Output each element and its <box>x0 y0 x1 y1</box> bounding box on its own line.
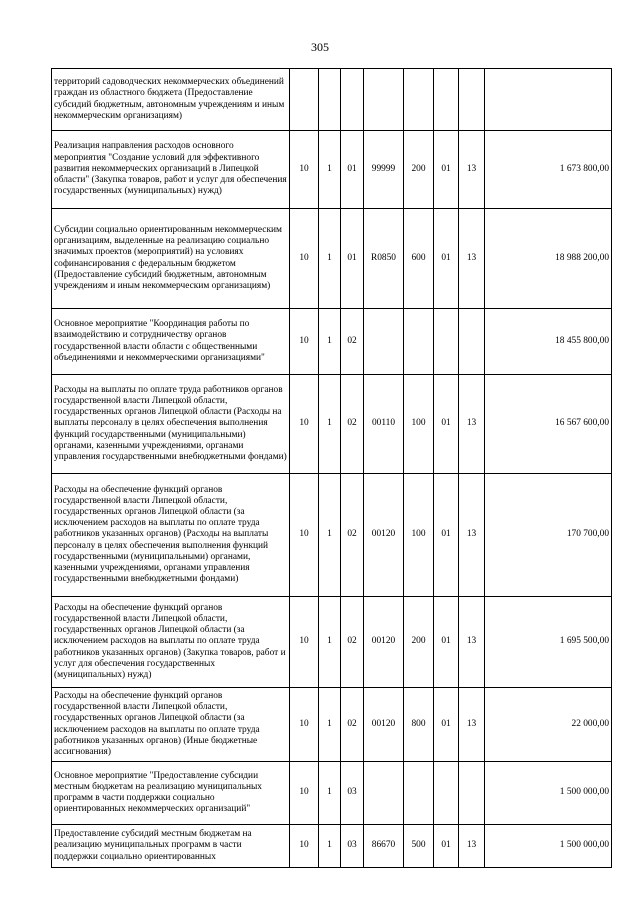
code-column-3: 01 <box>341 131 364 209</box>
code-column-5 <box>404 309 434 375</box>
code-column-3 <box>341 69 364 131</box>
row-description: Основное мероприятие "Координация работы по взаимодействию и сотрудничеству органов государственной власти области с общественными объединениями и некоммерческими организациями" <box>52 309 290 375</box>
code-column-7 <box>459 69 485 131</box>
code-column-4 <box>364 69 404 131</box>
code-column-5: 200 <box>404 131 434 209</box>
code-column-7: 13 <box>459 375 485 474</box>
code-column-1: 10 <box>290 375 319 474</box>
code-column-4: 00110 <box>364 375 404 474</box>
code-column-3: 03 <box>341 762 364 825</box>
code-column-1: 10 <box>290 309 319 375</box>
code-column-7 <box>459 762 485 825</box>
code-column-4 <box>364 309 404 375</box>
row-amount: 1 500 000,00 <box>485 762 612 825</box>
table-row <box>52 762 612 825</box>
table-row <box>52 597 612 688</box>
table-row <box>52 825 612 868</box>
code-column-5: 600 <box>404 209 434 309</box>
code-column-2: 1 <box>319 209 341 309</box>
row-amount <box>485 69 612 131</box>
code-column-6: 01 <box>434 209 459 309</box>
code-column-1: 10 <box>290 131 319 209</box>
row-amount: 22 000,00 <box>485 688 612 762</box>
code-column-1 <box>290 69 319 131</box>
table-row <box>52 131 612 209</box>
row-description: Субсидии социально ориентированным некоммерческим организациям, выделенные на реализацию социально значимых проектов (мероприятий) на условиях софинансирования с федеральным бюджетом (Предоставление субсидий бюджетным, автономным учреждениям и иным некоммерческим организациям) <box>52 209 290 309</box>
table-row <box>52 309 612 375</box>
row-amount: 1 695 500,00 <box>485 597 612 688</box>
code-column-4: 00120 <box>364 474 404 597</box>
code-column-1: 10 <box>290 209 319 309</box>
code-column-6: 01 <box>434 474 459 597</box>
code-column-5: 100 <box>404 474 434 597</box>
row-amount: 1 500 000,00 <box>485 825 612 868</box>
row-description: Расходы на обеспечение функций органов государственной власти Липецкой области, государственных органов Липецкой области (за исключением расходов на выплаты по оплате труда работников указанных органов) (Иные бюджетные ассигнования) <box>52 688 290 762</box>
code-column-4: 86670 <box>364 825 404 868</box>
code-column-3: 02 <box>341 597 364 688</box>
code-column-7: 13 <box>459 209 485 309</box>
table-row <box>52 375 612 474</box>
row-description: Реализация направления расходов основного мероприятия "Создание условий для эффективного развития некоммерческих организаций в Липецкой области" (Закупка товаров, работ и услуг для обеспечения государственных (муниципальных) нужд) <box>52 131 290 209</box>
code-column-2: 1 <box>319 474 341 597</box>
code-column-7: 13 <box>459 474 485 597</box>
row-description: Основное мероприятие "Предоставление субсидии местным бюджетам на реализацию муниципальных программ в части поддержки социально ориентированных некоммерческих организаций" <box>52 762 290 825</box>
code-column-2: 1 <box>319 825 341 868</box>
code-column-5: 100 <box>404 375 434 474</box>
budget-table <box>51 68 612 868</box>
code-column-6: 01 <box>434 688 459 762</box>
code-column-6 <box>434 69 459 131</box>
code-column-5: 800 <box>404 688 434 762</box>
code-column-6: 01 <box>434 825 459 868</box>
row-amount: 1 673 800,00 <box>485 131 612 209</box>
code-column-6: 01 <box>434 597 459 688</box>
row-description: Расходы на выплаты по оплате труда работников органов государственной власти Липецкой области, государственных органов Липецкой области (Расходы на выплаты персоналу в целях обеспечения выполнения функций государственными (муниципальными) органами, казенными учреждениями, органами управления государственными внебюджетными фондами) <box>52 375 290 474</box>
code-column-7: 13 <box>459 825 485 868</box>
code-column-5 <box>404 762 434 825</box>
code-column-3: 02 <box>341 474 364 597</box>
code-column-4 <box>364 762 404 825</box>
code-column-3: 02 <box>341 309 364 375</box>
table-row <box>52 474 612 597</box>
code-column-5: 500 <box>404 825 434 868</box>
code-column-2: 1 <box>319 131 341 209</box>
code-column-3: 03 <box>341 825 364 868</box>
code-column-6 <box>434 309 459 375</box>
code-column-2: 1 <box>319 762 341 825</box>
code-column-1: 10 <box>290 474 319 597</box>
code-column-4: R0850 <box>364 209 404 309</box>
code-column-4: 00120 <box>364 688 404 762</box>
row-description: территорий садоводческих некоммерческих объединений граждан из областного бюджета (Предоставление субсидий бюджетным, автономным учреждениям и иным некоммерческим организациям) <box>52 69 290 131</box>
row-amount: 18 988 200,00 <box>485 209 612 309</box>
code-column-6: 01 <box>434 375 459 474</box>
table-row <box>52 688 612 762</box>
row-description: Предоставление субсидий местным бюджетам на реализацию муниципальных программ в части поддержки социально ориентированных <box>52 825 290 868</box>
row-amount: 170 700,00 <box>485 474 612 597</box>
code-column-7: 13 <box>459 688 485 762</box>
page-number: 305 <box>311 40 329 54</box>
code-column-1: 10 <box>290 688 319 762</box>
row-description: Расходы на обеспечение функций органов государственной власти Липецкой области, государственных органов Липецкой области (за исключением расходов на выплаты по оплате труда работников указанных органов) (Расходы на выплаты персоналу в целях обеспечения выполнения функций государственными (муниципальными) органами, казенными учреждениями, органами управления государственными внебюджетными фондами) <box>52 474 290 597</box>
code-column-6 <box>434 762 459 825</box>
code-column-4: 99999 <box>364 131 404 209</box>
code-column-2: 1 <box>319 375 341 474</box>
row-description: Расходы на обеспечение функций органов государственной власти Липецкой области, государственных органов Липецкой области (за исключением расходов на выплаты по оплате труда работников указанных органов) (Закупка товаров, работ и услуг для обеспечения государственных (муниципальных) нужд) <box>52 597 290 688</box>
table-row <box>52 209 612 309</box>
code-column-1: 10 <box>290 597 319 688</box>
code-column-2 <box>319 69 341 131</box>
row-amount: 16 567 600,00 <box>485 375 612 474</box>
code-column-1: 10 <box>290 825 319 868</box>
code-column-6: 01 <box>434 131 459 209</box>
code-column-3: 01 <box>341 209 364 309</box>
code-column-7: 13 <box>459 597 485 688</box>
code-column-7: 13 <box>459 131 485 209</box>
code-column-5 <box>404 69 434 131</box>
code-column-3: 02 <box>341 688 364 762</box>
code-column-4: 00120 <box>364 597 404 688</box>
code-column-2: 1 <box>319 597 341 688</box>
code-column-5: 200 <box>404 597 434 688</box>
code-column-1: 10 <box>290 762 319 825</box>
code-column-2: 1 <box>319 688 341 762</box>
code-column-7 <box>459 309 485 375</box>
row-amount: 18 455 800,00 <box>485 309 612 375</box>
code-column-3: 02 <box>341 375 364 474</box>
table-row <box>52 69 612 131</box>
code-column-2: 1 <box>319 309 341 375</box>
